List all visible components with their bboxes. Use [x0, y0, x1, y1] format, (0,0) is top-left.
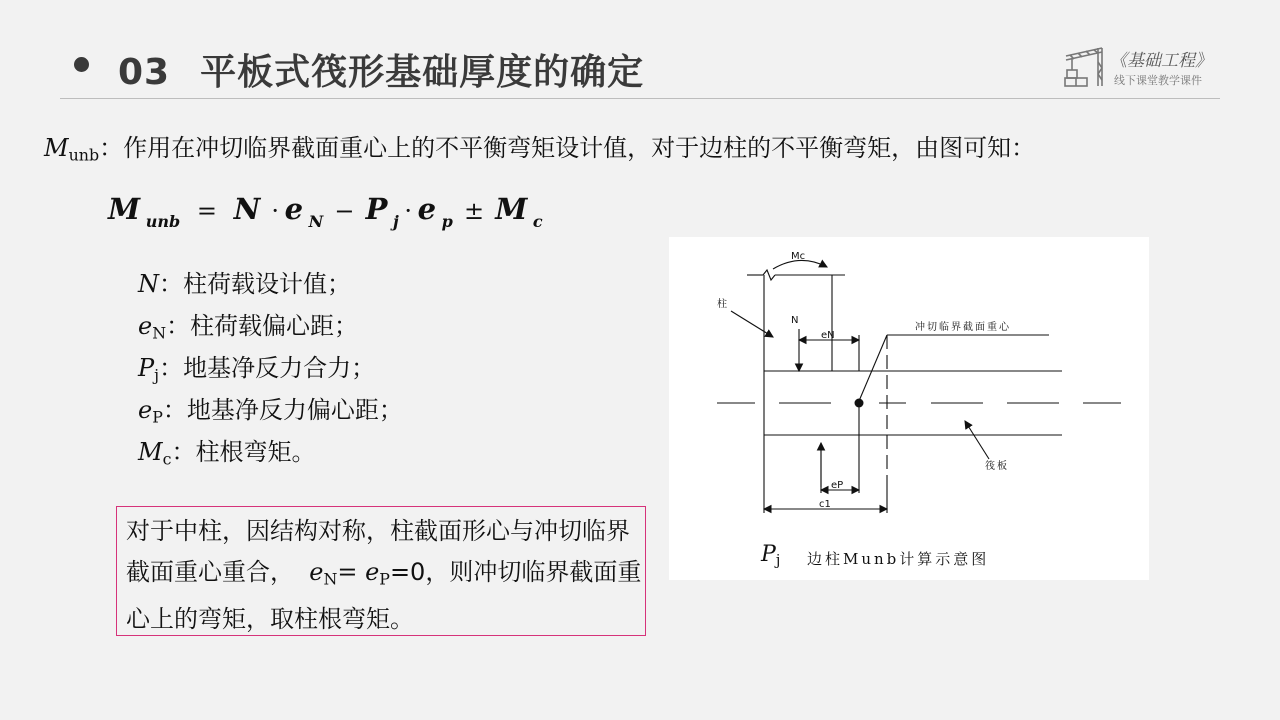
caption-p-sub: j [775, 553, 781, 570]
definition-item [138, 266, 403, 308]
formula-minus: − [334, 197, 355, 225]
caption-pj [761, 542, 780, 569]
edge-column-diagram [669, 237, 1149, 580]
note-e-p-sub: P [379, 569, 390, 589]
intro-symbol: M [44, 134, 69, 162]
note-e-n: e [309, 558, 324, 586]
header-divider [60, 98, 1220, 99]
crane-logo-icon [1062, 42, 1108, 88]
note-equals: = [337, 558, 366, 586]
centroid-point [855, 399, 864, 408]
label-mc: Mc [791, 251, 806, 262]
definition-symbol: M [138, 438, 163, 466]
label-n: N [791, 315, 799, 326]
definition-symbol-sub: c [162, 449, 172, 469]
formula-m: M [495, 192, 528, 226]
label-raft: 筏板 [985, 461, 1009, 472]
definition-item [138, 434, 403, 476]
definition-text: ：地基净反力偏心距； [162, 396, 403, 424]
formula-n: N [233, 192, 261, 226]
definition-item [138, 350, 403, 392]
definition-symbol: e [138, 396, 153, 424]
note-text-2: =0，则冲切临界截面重心上的弯矩，取柱根弯矩。 [126, 558, 642, 634]
formula-e-n: e [284, 192, 304, 226]
column-leader [731, 311, 773, 337]
break-mark [763, 270, 775, 280]
formula-equals: = [196, 197, 217, 225]
centroid-leader-diagonal [859, 335, 887, 401]
formula-lhs-sub: unb [145, 212, 181, 231]
moment-formula [108, 192, 628, 238]
intro-paragraph [44, 128, 1035, 164]
section-number: 03 [118, 52, 171, 93]
definition-item [138, 308, 403, 350]
definition-symbol-sub: N [152, 323, 167, 343]
middle-column-note [116, 506, 646, 636]
page-title [118, 44, 644, 95]
label-c1: c1 [819, 499, 831, 510]
formula-plusminus: ± [463, 197, 485, 225]
formula-m-sub: c [532, 212, 543, 231]
note-text-1: 对于中柱，因结构对称，柱截面形心与冲切临界截面重心重合， [126, 517, 630, 586]
intro-text: ：作用在冲切临界截面重心上的不平衡弯矩设计值，对于边柱的不平衡弯矩，由图可知： [99, 134, 1036, 162]
label-column: 柱 [717, 299, 727, 310]
definition-text: ：柱根弯矩。 [171, 438, 316, 466]
formula-e-n-sub: N [308, 212, 324, 231]
logo-title: 《基础工程》 [1110, 51, 1212, 71]
definition-item [138, 392, 403, 434]
formula-lhs: M [108, 192, 141, 226]
definition-text: ：柱荷载设计值； [159, 270, 351, 298]
note-e-p: e [365, 558, 380, 586]
definition-text: ：柱荷载偏心距； [166, 312, 359, 340]
formula-dot-2: · [404, 197, 413, 225]
label-en: eN [821, 330, 835, 341]
formula-p: P [365, 192, 388, 226]
diagram-drawing [669, 237, 1149, 580]
definition-symbol: P [138, 354, 155, 382]
raft-leader [965, 421, 989, 459]
formula-e-p-sub: p [441, 212, 453, 231]
definition-symbol-sub: j [154, 365, 160, 385]
definition-symbol-sub: P [152, 407, 163, 427]
label-centroid: 冲切临界截面重心 [915, 322, 1011, 333]
definition-text: ：地基净反力合力； [159, 354, 376, 382]
definition-list [138, 266, 403, 476]
formula-dot-1: · [271, 197, 279, 225]
formula-p-sub: j [393, 212, 399, 231]
title-text: 平板式筏形基础厚度的确定 [200, 52, 645, 93]
header [0, 0, 1280, 100]
course-logo [1062, 42, 1232, 90]
definition-symbol: e [138, 312, 153, 340]
intro-symbol-sub: unb [68, 145, 100, 165]
bullet-icon [74, 57, 89, 72]
formula-e-p: e [417, 192, 437, 226]
diagram-caption: 边柱Munb计算示意图 [807, 550, 990, 568]
note-e-n-sub: N [323, 569, 338, 589]
definition-symbol: N [138, 270, 159, 298]
logo-subtitle: 线下课堂教学课件 [1114, 74, 1202, 87]
caption-p-symbol: P [761, 542, 776, 567]
label-ep: eP [831, 480, 844, 491]
